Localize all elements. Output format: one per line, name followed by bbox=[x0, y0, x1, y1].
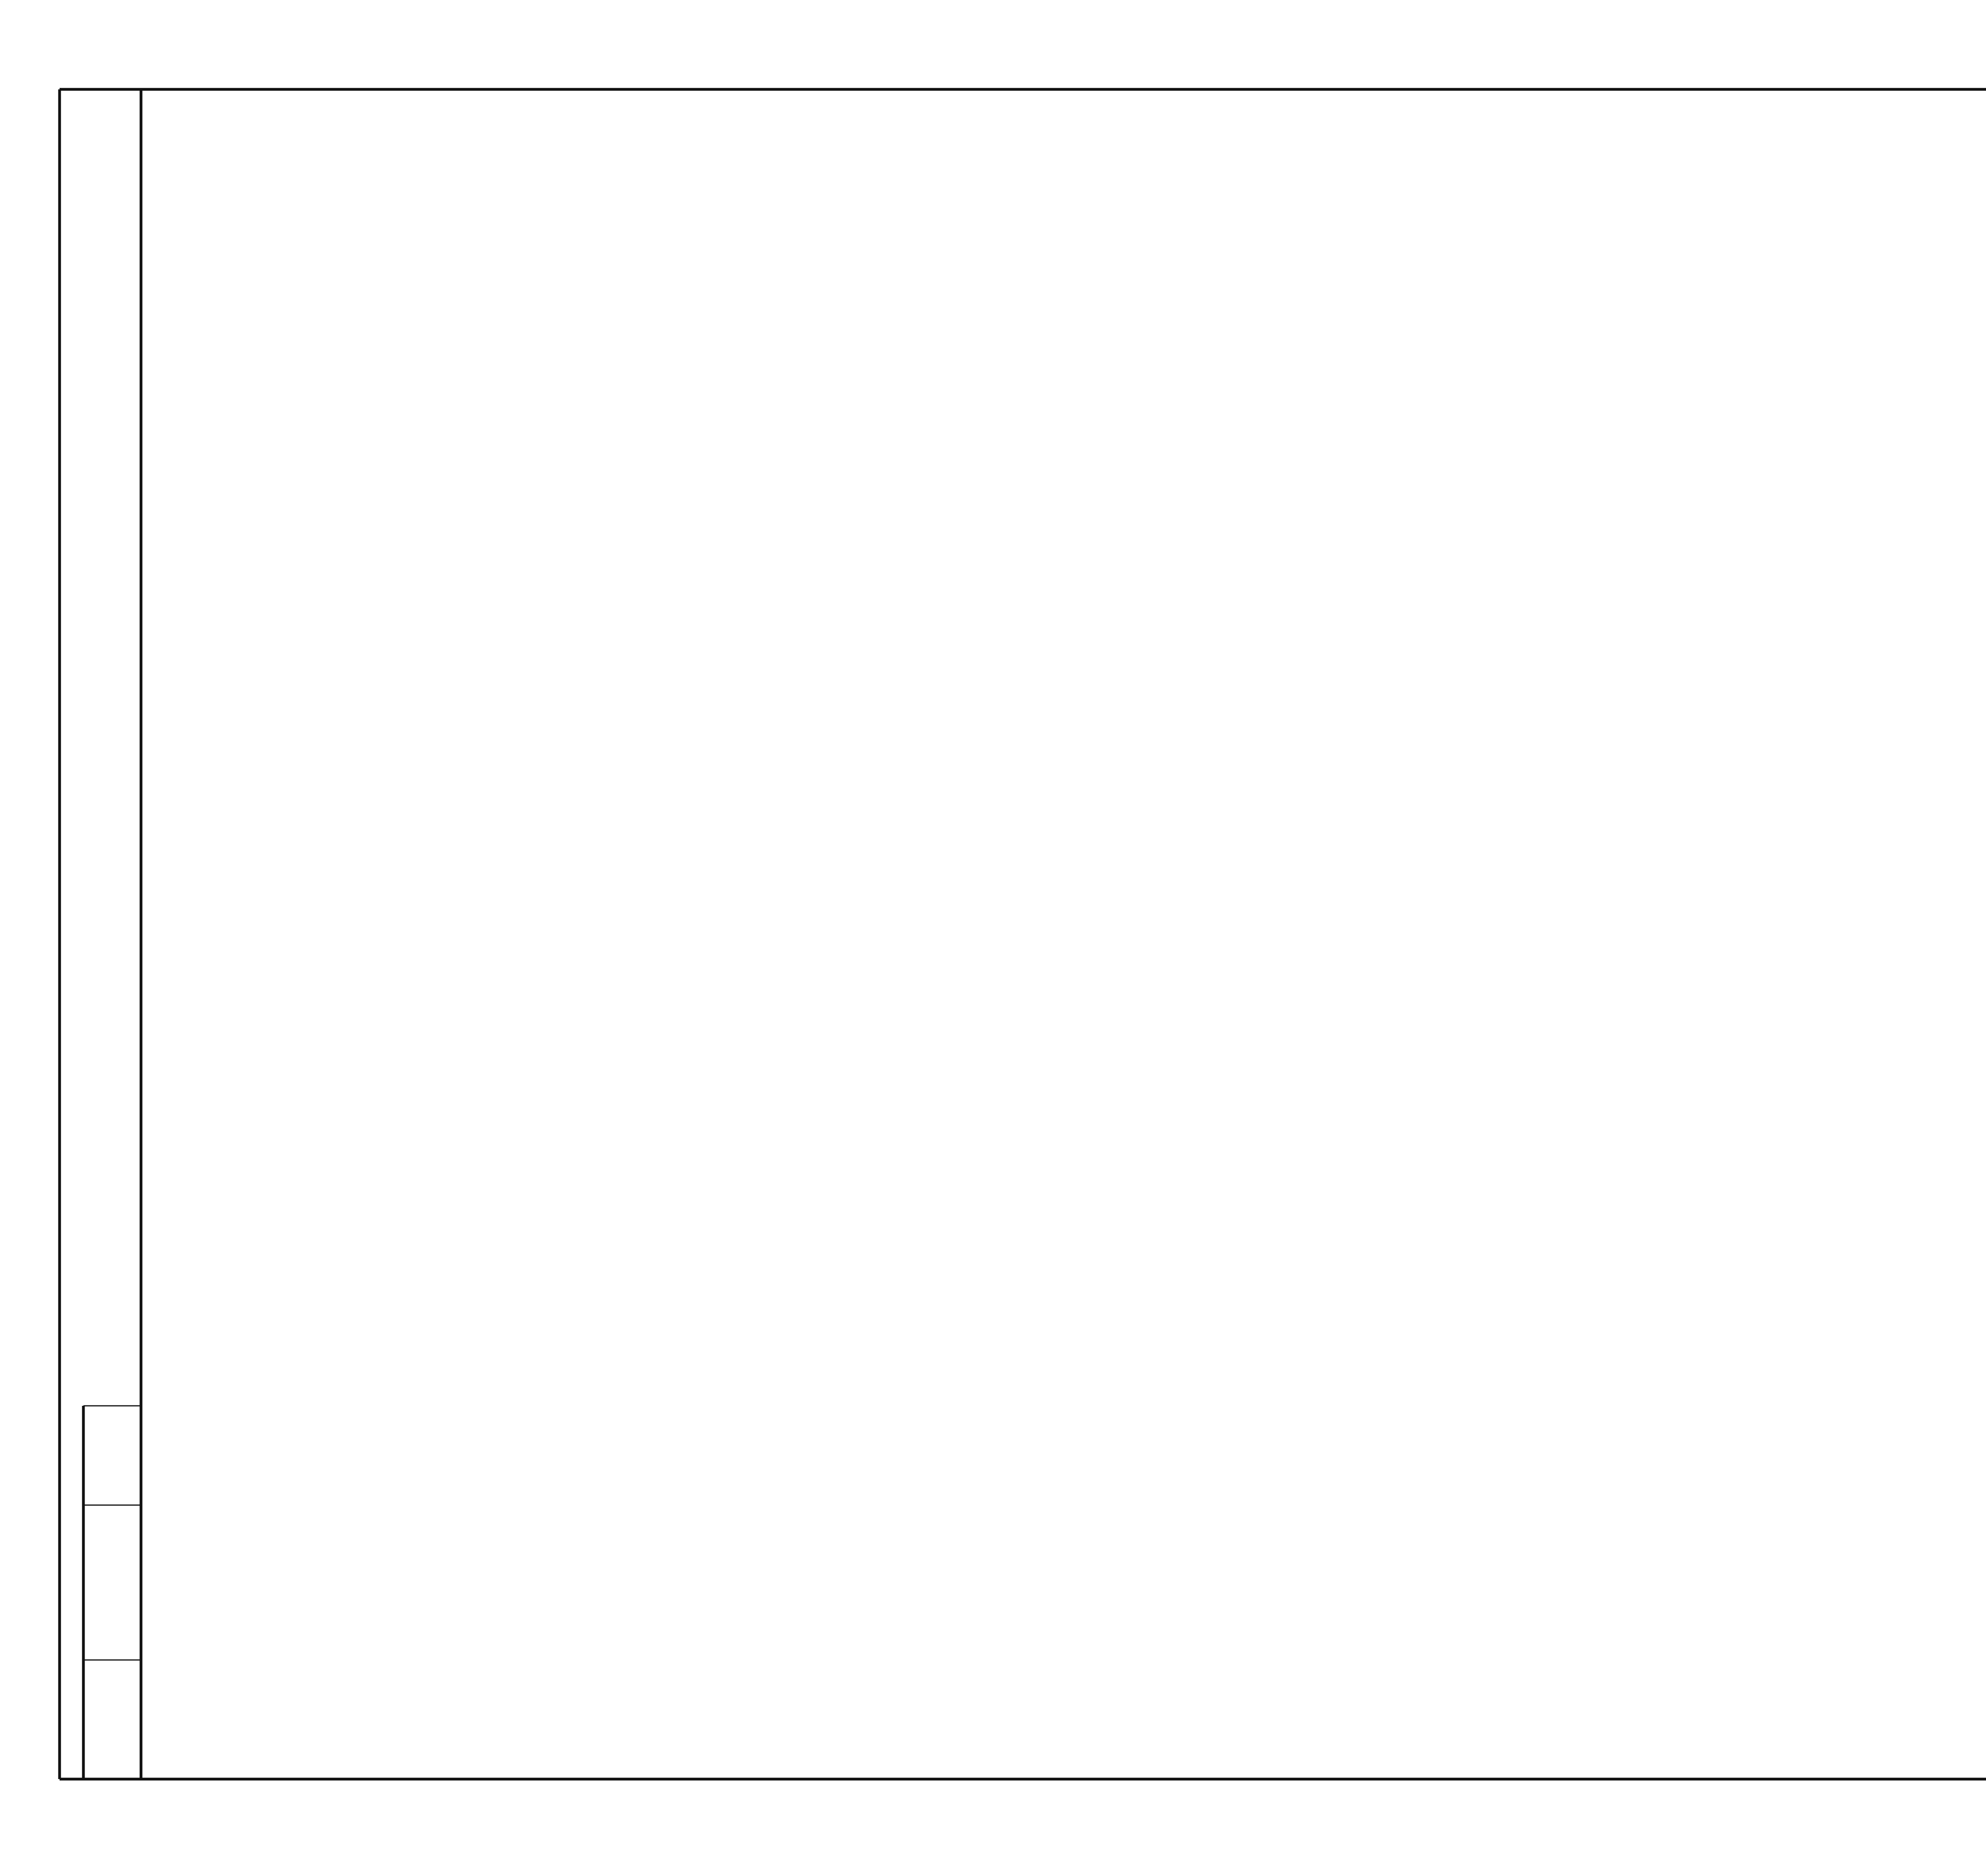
drawing-frame bbox=[60, 89, 1986, 1779]
